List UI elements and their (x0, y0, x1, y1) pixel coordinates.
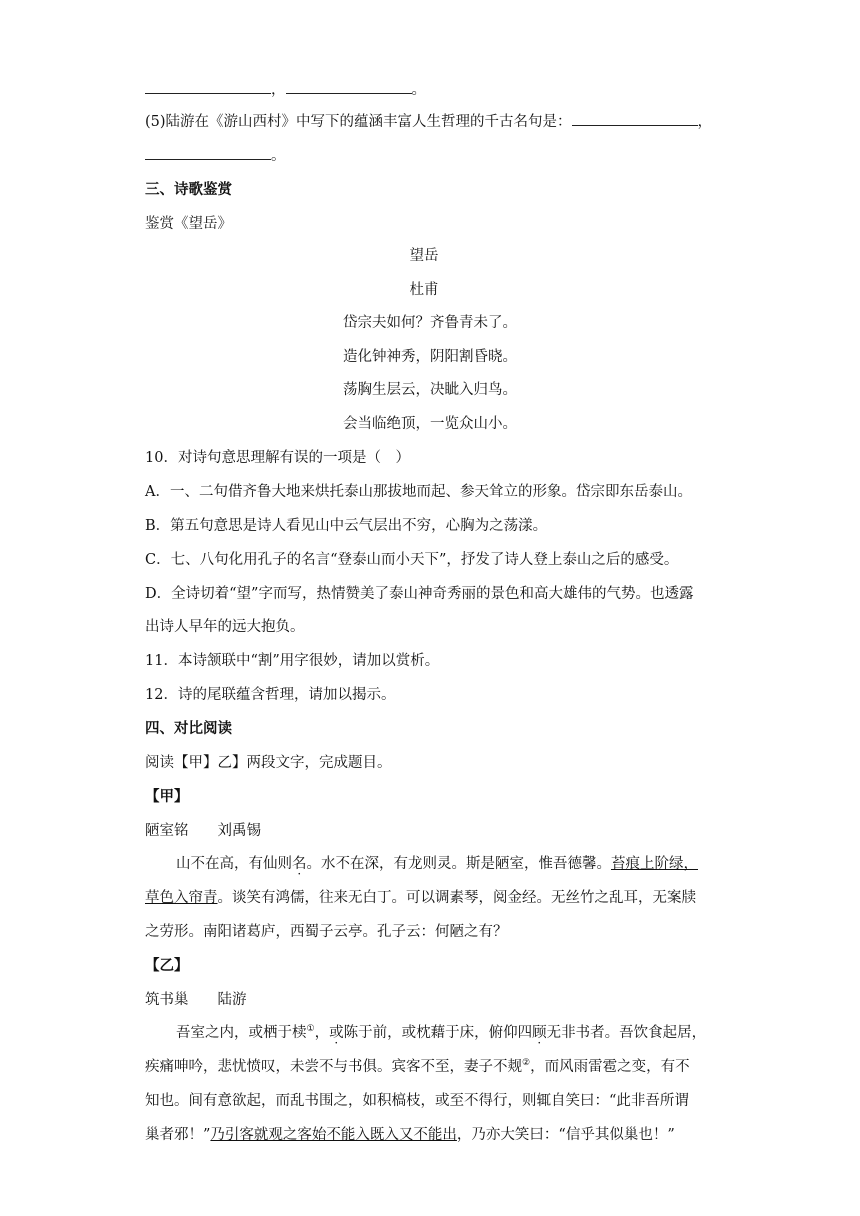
q9-item5 (145, 110, 712, 131)
dotted-word: 或 (329, 1025, 344, 1041)
text: 山不在高，有仙则 (176, 856, 292, 872)
item5-text: (5)陆游在《游山西村》中写下的蕴涵丰富人生哲理的千古名句是： (145, 114, 572, 130)
poem-line: 岱宗夫如何？齐鲁青未了。 (343, 315, 517, 331)
fill-line-1 (145, 78, 426, 99)
passage-label-yi: 【乙】 (145, 958, 189, 974)
text: ，乃亦大笑曰：“信乎其似巢也！” (456, 1127, 675, 1143)
answer-blank[interactable] (145, 145, 271, 160)
period: 。 (411, 82, 426, 98)
section-heading: 三、诗歌鉴赏 (145, 182, 232, 198)
text: ，而风雨雷雹之变，有不 (530, 1059, 690, 1075)
option-d[interactable]: D．全诗切着“望”字而写，热情赞美了泰山神奇秀丽的景色和高大雄伟的气势。也透露 (145, 586, 694, 602)
section-intro: 鉴赏《望岳》 (145, 216, 232, 232)
section-heading: 四、对比阅读 (145, 721, 232, 737)
poem-line: 造化钟神秀，阴阳割昏晓。 (343, 349, 517, 365)
option-b[interactable]: B．第五句意思是诗人看见山中云气层出不穷，心胸为之荡漾。 (145, 518, 548, 534)
passage-yi-line (176, 1021, 706, 1042)
period: 。 (271, 148, 286, 164)
passage-jia-line (145, 886, 696, 907)
answer-blank[interactable] (145, 79, 271, 94)
footnote-marker: ② (522, 1058, 531, 1069)
passage-jia-line (176, 852, 698, 873)
underlined-text: 乃引客就观之客始不能入既入又不能出 (210, 1127, 457, 1143)
option-a[interactable]: A．一、二句借齐鲁大地来烘托泰山那拔地而起、参天耸立的形象。岱宗即东岳泰山。 (145, 484, 692, 500)
poem-title: 望岳 (409, 248, 439, 264)
text: ， (314, 1025, 330, 1041)
text: 。谈笑有鸿儒，往来无白丁。可以调素琴，阅金经。无丝竹之乱耳，无案牍 (217, 890, 696, 906)
text: 吾室之内，或栖于椟 (176, 1025, 307, 1041)
passage-yi-line (145, 1055, 690, 1076)
separator: ， (697, 114, 713, 130)
answer-blank[interactable] (286, 79, 412, 94)
dotted-word: 名 (292, 856, 307, 872)
answer-blank[interactable] (572, 111, 698, 126)
passage-yi-line: 知也。间有意欲起，而乱书围之，如积槁枝，或至不得行，则辄自笑曰：“此非吾所谓 (145, 1093, 689, 1109)
passage-label-jia: 【甲】 (145, 789, 189, 805)
poem-line: 荡胸生层云，决眦入归鸟。 (343, 382, 517, 398)
question-12: 12．诗的尾联蕴含哲理，请加以揭示。 (145, 687, 396, 703)
dotted-word: 顾 (532, 1025, 547, 1041)
text: 巢者邪！” (145, 1127, 211, 1143)
question-10: 10．对诗句意思理解有误的一项是（ ） (145, 450, 410, 466)
text: 陈于前，或枕藉于床，俯仰四 (343, 1025, 533, 1041)
text: 疾痛呻吟，悲忧愤叹，未尝不与书俱。宾客不至，妻子不觌 (145, 1059, 522, 1075)
option-c[interactable]: C．七、八句化用孔子的名言“登泰山而小天下”，抒发了诗人登上泰山之后的感受。 (145, 552, 679, 568)
underlined-text: 苔痕上阶绿， (611, 856, 698, 872)
separator: ， (271, 82, 286, 98)
text: 。水不在深，有龙则灵。斯是陋室，惟吾德馨。 (306, 856, 611, 872)
fill-line-2 (145, 144, 286, 165)
poem-author: 杜甫 (409, 282, 439, 298)
underlined-text: 草色入帘青 (145, 890, 218, 906)
option-d-continued: 出诗人早年的远大抱负。 (145, 619, 305, 635)
passage-title-yi: 筑书巢 陆游 (145, 992, 247, 1008)
question-11: 11．本诗颔联中“割”用字很妙，请加以赏析。 (145, 653, 440, 669)
footnote-marker: ① (306, 1024, 315, 1035)
passage-jia-line: 之劳形。南阳诸葛庐，西蜀子云亭。孔子云：何陋之有？ (145, 924, 508, 940)
passage-yi-line (145, 1123, 675, 1144)
passage-title-jia: 陋室铭 刘禹锡 (145, 823, 261, 839)
section-intro: 阅读【甲】乙】两段文字，完成题目。 (145, 755, 392, 771)
text: 无非书者。吾饮食起居， (546, 1025, 707, 1041)
poem-line: 会当临绝顶，一览众山小。 (343, 416, 517, 432)
